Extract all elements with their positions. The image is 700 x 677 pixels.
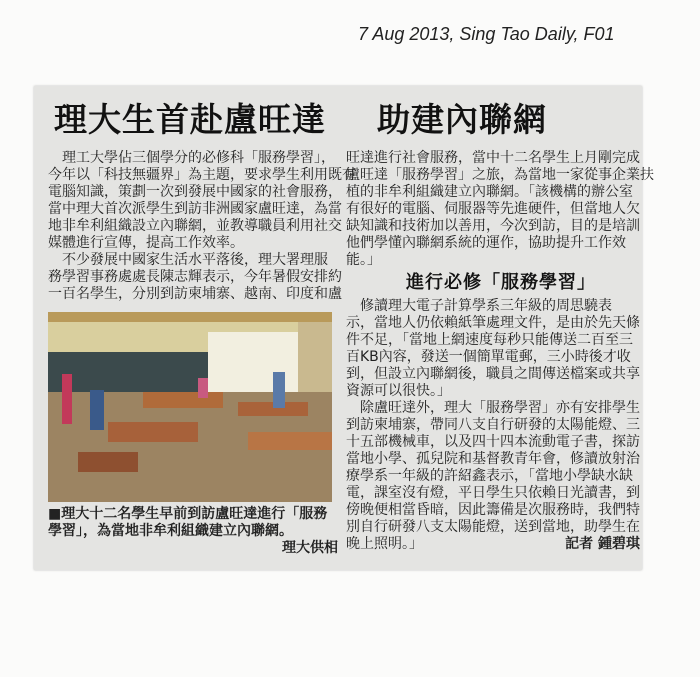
text-line: 示，當地人仍依賴紙筆處理文件，是由於先天條 [346, 315, 640, 331]
text-line: 盧旺達「服務學習」之旅，為當地一家從事企業扶 [346, 167, 654, 183]
text-line: 有很好的電腦、伺服器等先進硬件，但當地人欠 [346, 201, 640, 217]
text-line: 除盧旺達外，理大「服務學習」亦有安排學生 [346, 400, 640, 416]
text-line: 晚上照明。」 [346, 536, 423, 552]
text-line: 件不足，「當地上網速度每秒只能傳送二百至三 [346, 332, 633, 348]
photo-credit: 理大供相 [282, 540, 338, 556]
last-line-row [346, 536, 640, 553]
text-line: 電腦知識，策劃一次到發展中國家的社會服務， [48, 184, 342, 200]
text-line: 電，課室沒有燈，平日學生只依賴日光讀書，到 [346, 485, 640, 501]
text-line: 今年以「科技無疆界」為主題，要求學生利用既有 [48, 167, 356, 183]
text-line: 媒體進行宣傳，提高工作效率。 [48, 235, 244, 251]
text-line: 一百名學生，分別到訪柬埔寨、越南、印度和盧 [48, 286, 342, 302]
right-column-bottom [346, 298, 640, 553]
caption-line: 學習」，為當地非牟利組織建立內聯網。 [48, 523, 293, 539]
news-photo [48, 312, 332, 502]
text-line: 當中理大首次派學生到訪非洲國家盧旺達，為當 [48, 201, 342, 217]
text-line: 缺知識和技術加以善用，今次到訪，目的是培訓 [346, 218, 640, 234]
source-label: 7 Aug 2013, Sing Tao Daily, F01 [358, 24, 615, 44]
photo-caption [48, 506, 338, 557]
newspaper-clipping [34, 86, 654, 570]
text-line: 傍晚便相當昏暗，因此籌備是次服務時，我們特 [346, 502, 640, 518]
text-line: 理工大學佔三個學分的必修科「服務學習」， [48, 150, 335, 166]
text-line: 當地小學、孤兒院和基督教青年會，修讀放射治 [346, 451, 640, 467]
text-line: 旺達進行社會服務，當中十二名學生上月剛完成 [346, 150, 640, 166]
text-line: 能。」 [346, 252, 381, 268]
text-line: 資源可以很快。」 [346, 383, 451, 399]
headline-part-2: 助建內聯網 [377, 100, 547, 139]
right-column-top [346, 150, 654, 269]
subheading: 進行必修「服務學習」 [406, 272, 596, 293]
text-line: 務學習事務處處長陳志輝表示，今年暑假安排約 [48, 269, 342, 285]
text-line: 別自行研發八支太陽能燈，送到當地，助學生在 [346, 519, 640, 535]
byline: 記者 鍾碧琪 [565, 536, 640, 552]
text-line: 他們學懂內聯網系統的運作，協助提升工作效 [346, 235, 626, 251]
left-column [48, 150, 356, 303]
text-line: 地非牟利組織設立內聯網，並教導職員利用社交 [48, 218, 342, 234]
text-line: 療學系一年級的許紹鑫表示，「當地小學缺水缺 [346, 468, 633, 484]
text-line: 不少發展中國家生活水平落後，理大署理服 [48, 252, 328, 268]
text-line: 修讀理大電子計算學系三年級的周思驍表 [346, 298, 612, 314]
headline [54, 94, 624, 141]
caption-line: ■理大十二名學生早前到訪盧旺達進行「服務 [48, 506, 328, 522]
text-line: 到訪柬埔寨，帶同八支自行研發的太陽能燈、三 [346, 417, 640, 433]
text-line: 到，但設立內聯網後，職員之間傳送檔案或共享 [346, 366, 640, 382]
text-line: 十五部機械車，以及四十四本流動電子書，探訪 [346, 434, 640, 450]
text-line: 植的非牟利組織建立內聯網。「該機構的辦公室 [346, 184, 633, 200]
headline-part-1: 理大生首赴盧旺達 [54, 100, 326, 139]
text-line: 百KB內容，發送一個簡單電郵，三小時後才收 [346, 349, 631, 365]
